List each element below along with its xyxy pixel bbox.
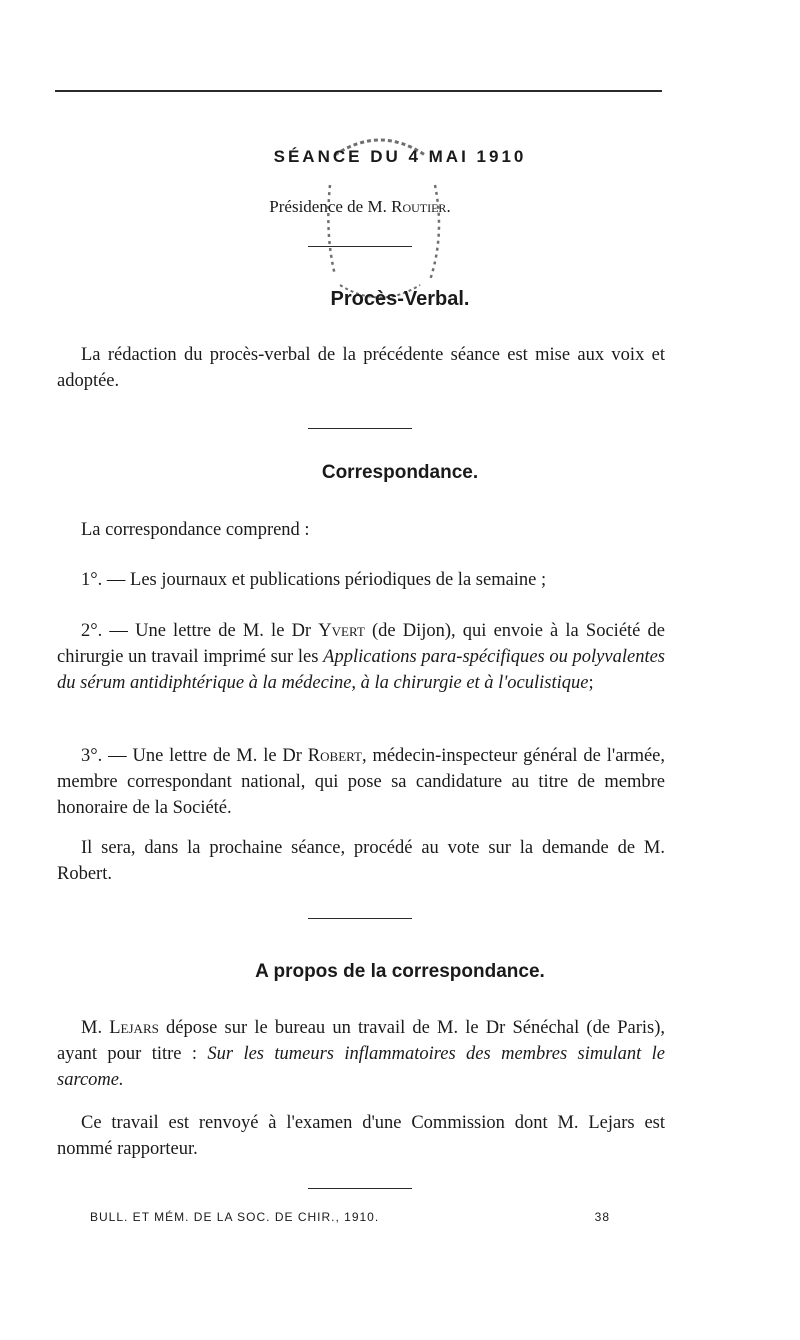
presidence-name: Routier: [391, 197, 447, 216]
seance-title: SÉANCE DU 4 MAI 1910: [273, 147, 527, 166]
top-rule: [55, 90, 662, 92]
correspondance-item-2: [57, 618, 665, 696]
a-propos-prefix: M.: [81, 1018, 103, 1038]
page-number: 38: [594, 1210, 610, 1224]
item3-name: Robert: [307, 746, 362, 766]
correspondance-intro: La correspondance comprend :: [81, 520, 310, 540]
presidence-prefix: Présidence de M.: [269, 197, 387, 216]
correspondance-item-1: 1°. — Les journaux et publications périodiques de la semaine ;: [81, 570, 547, 590]
item2-title: Applications para-spécifiques ou polyvalentes du sérum antidiphtérique à la médecine, à la chirurgie et à l'oculistique: [57, 647, 666, 693]
a-propos-heading: A propos de la correspondance.: [255, 961, 545, 982]
presidence-suffix: .: [446, 197, 451, 216]
item2-mid: (de Dijon), qui envoie à la Société de chirurgie un travail imprimé sur les: [57, 621, 665, 667]
rule-after-proces-verbal: [308, 428, 412, 429]
item2-name: Yvert: [318, 621, 365, 641]
proces-verbal-text: La rédaction du procès-verbal de la précédente séance est mise aux voix et adoptée.: [57, 345, 665, 391]
a-propos-mid: dépose sur le bureau un travail de M. le Dr Sénéchal (de Paris), ayant pour titre :: [57, 1018, 666, 1064]
footer-journal: BULL. ET MÉM. DE LA SOC. DE CHIR., 1910.: [90, 1210, 380, 1224]
a-propos-title: Sur les tumeurs inflammatoires des membres simulant le sarcome.: [57, 1044, 666, 1090]
item2-end: ;: [588, 673, 594, 693]
a-propos-paragraph-1: [57, 1015, 665, 1093]
rule-before-footer: [308, 1188, 412, 1189]
correspondance-item-3: [57, 743, 665, 821]
correspondance-note: Il sera, dans la prochaine séance, procédé au vote sur la demande de M. Robert.: [57, 838, 665, 884]
item3-rest: , médecin-inspecteur général de l'armée, membre correspondant national, qui pose sa candidature au titre de membre honoraire de la Société.: [57, 746, 666, 818]
proces-verbal-heading: Procès-Verbal.: [330, 288, 470, 310]
a-propos-paragraph-2: Ce travail est renvoyé à l'examen d'une Commission dont M. Lejars est nommé rapporteur.: [57, 1113, 665, 1159]
presidence-line: [0, 197, 720, 217]
page-footer: [90, 1210, 610, 1224]
rule-after-correspondance: [308, 918, 412, 919]
correspondance-heading: Correspondance.: [321, 462, 479, 483]
item3-prefix: 3°. — Une lettre de M. le Dr: [81, 746, 302, 766]
item2-prefix: 2°. — Une lettre de M. le Dr: [81, 621, 312, 641]
rule-after-presidence: [308, 246, 412, 247]
a-propos-name: Lejars: [109, 1018, 159, 1038]
